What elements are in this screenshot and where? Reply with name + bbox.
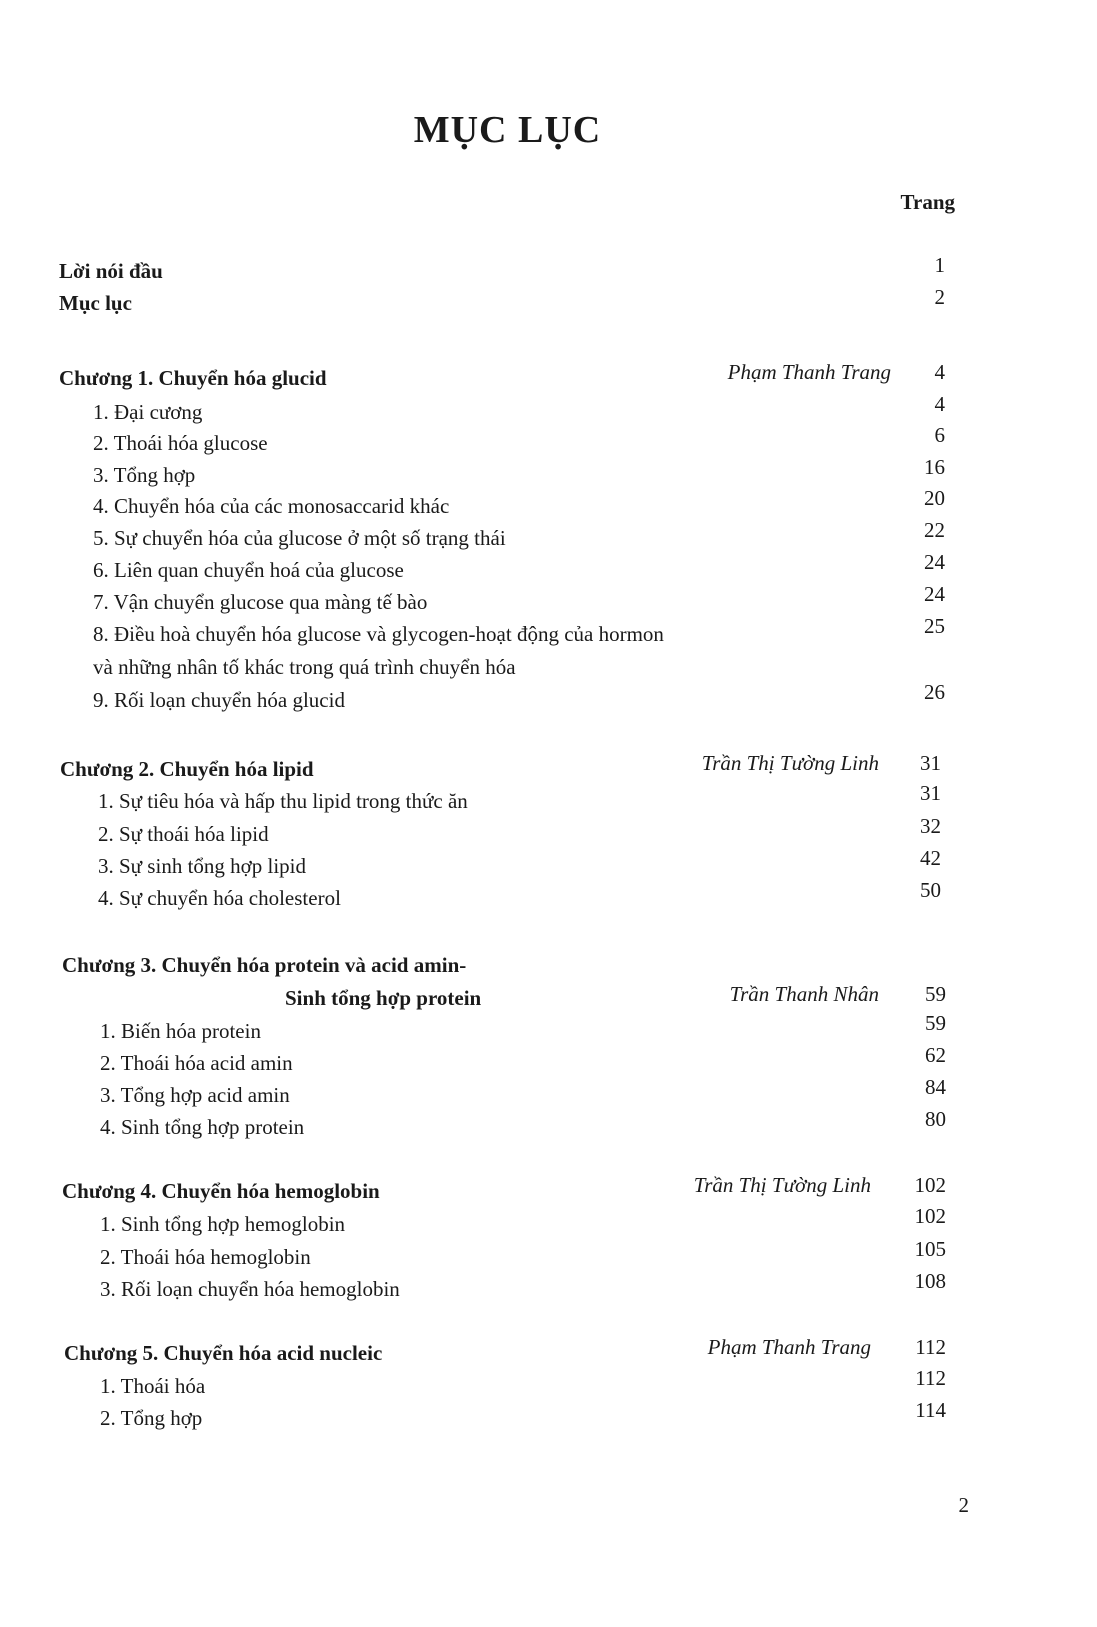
toc-item-label: 2. Thoái hóa hemoglobin <box>100 1245 311 1269</box>
chapter-title: Chương 5. Chuyển hóa acid nucleic <box>64 1341 383 1365</box>
toc-item-page: 25 <box>924 614 945 638</box>
toc-item <box>0 1204 1097 1238</box>
toc-item-label: 3. Rối loạn chuyển hóa hemoglobin <box>100 1277 400 1301</box>
toc-item-page: 108 <box>914 1269 946 1293</box>
toc-item-page: 6 <box>934 423 945 447</box>
page-column-header: Trang <box>900 190 955 214</box>
chapter-page: 102 <box>914 1173 946 1197</box>
chapter-author: Phạm Thanh Trang <box>727 360 891 384</box>
chapter-author: Phạm Thanh Trang <box>707 1335 871 1359</box>
chapter-author: Trần Thị Tường Linh <box>693 1173 871 1197</box>
chapter-author: Trần Thị Tường Linh <box>701 751 879 775</box>
toc-item <box>0 1269 1097 1303</box>
chapter-heading <box>0 1173 1097 1205</box>
toc-item-label: 4. Chuyển hóa của các monosaccarid khác <box>93 494 450 518</box>
toc-item-label: 2. Sự thoái hóa lipid <box>98 822 269 846</box>
toc-entry-front <box>0 285 1097 317</box>
toc-item-page: 24 <box>924 550 945 574</box>
chapter-title: Chương 3. Chuyển hóa protein và acid amin- <box>62 953 467 977</box>
toc-entry-label: Lời nói đầu <box>59 259 163 283</box>
toc-item-continuation <box>0 653 1097 681</box>
toc-item-page: 26 <box>924 680 945 704</box>
toc-item-label: 3. Tổng hợp acid amin <box>100 1083 290 1107</box>
toc-item-page: 102 <box>914 1204 946 1228</box>
chapter-title: Chương 2. Chuyển hóa lipid <box>60 757 314 781</box>
toc-item-label: 1. Sự tiêu hóa và hấp thu lipid trong thức ăn <box>98 789 468 813</box>
toc-item-page: 84 <box>925 1075 946 1099</box>
toc-item <box>0 1107 1097 1141</box>
toc-item-label: 4. Sinh tổng hợp protein <box>100 1115 305 1139</box>
chapter-page: 59 <box>925 982 946 1006</box>
toc-item-label: 3. Tổng hợp <box>93 463 196 487</box>
toc-item-page: 20 <box>924 486 945 510</box>
toc-entry-page: 2 <box>934 285 945 309</box>
toc-item-label: 5. Sự chuyển hóa của glucose ở một số trạng thái <box>93 526 506 550</box>
toc-item-page: 105 <box>914 1237 946 1261</box>
toc-item-label: 7. Vận chuyển glucose qua màng tế bào <box>93 590 428 614</box>
toc-item-label: 3. Sự sinh tổng hợp lipid <box>98 854 307 878</box>
toc-item <box>0 878 1097 912</box>
toc-item-page: 62 <box>925 1043 946 1067</box>
toc-entry-label: Mục lục <box>59 291 132 315</box>
toc-item-page: 59 <box>925 1011 946 1035</box>
toc-item-page: 4 <box>934 392 945 416</box>
toc-item <box>0 781 1097 815</box>
toc-item-label: và những nhân tố khác trong quá trình chuyển hóa <box>93 655 516 679</box>
toc-item-page: 16 <box>924 455 945 479</box>
toc-item-label: 2. Tổng hợp <box>100 1406 203 1430</box>
chapter-page: 112 <box>915 1335 946 1359</box>
toc-item-page: 80 <box>925 1107 946 1131</box>
chapter-subtitle: Sinh tổng hợp protein <box>285 986 482 1010</box>
toc-item-page: 112 <box>915 1366 946 1390</box>
chapter-subtitle-row <box>0 984 1097 1012</box>
toc-item-label: 6. Liên quan chuyển hoá của glucose <box>93 558 404 582</box>
toc-item-label: 1. Sinh tổng hợp hemoglobin <box>100 1212 346 1236</box>
toc-item-page: 22 <box>924 518 945 542</box>
chapter-title: Chương 4. Chuyển hóa hemoglobin <box>62 1179 380 1203</box>
toc-item-label: 1. Đại cương <box>93 400 203 424</box>
toc-item <box>0 680 1097 714</box>
toc-item <box>0 614 1097 648</box>
toc-item-page: 42 <box>920 846 941 870</box>
toc-item-label: 4. Sự chuyển hóa cholesterol <box>98 886 341 910</box>
toc-item-label: 9. Rối loạn chuyển hóa glucid <box>93 688 345 712</box>
chapter-title: Chương 1. Chuyển hóa glucid <box>59 366 327 390</box>
toc-item-label: 2. Thoái hóa acid amin <box>100 1051 293 1075</box>
chapter-page: 31 <box>920 751 941 775</box>
toc-entry-front <box>0 253 1097 285</box>
toc-item-page: 50 <box>920 878 941 902</box>
toc-item-page: 24 <box>924 582 945 606</box>
toc-item-label: 1. Thoái hóa <box>100 1374 206 1398</box>
toc-item-label: 1. Biến hóa protein <box>100 1019 261 1043</box>
toc-item-page: 31 <box>920 781 941 805</box>
page-title: MỤC LỤC <box>413 109 602 151</box>
footer-page-number: 2 <box>958 1493 969 1517</box>
chapter-heading <box>0 1335 1097 1367</box>
chapter-page: 4 <box>934 360 945 384</box>
toc-item-label: 2. Thoái hóa glucose <box>93 431 268 455</box>
toc-item-page: 32 <box>920 814 941 838</box>
toc-entry-page: 1 <box>934 253 945 277</box>
toc-item <box>0 1398 1097 1432</box>
chapter-heading <box>0 360 1097 392</box>
toc-item-label: 8. Điều hoà chuyển hóa glucose và glycogen-hoạt động của hormon <box>93 622 664 646</box>
toc-item-page: 114 <box>915 1398 946 1422</box>
chapter-heading <box>0 951 1097 979</box>
chapter-author: Trần Thanh Nhân <box>729 982 879 1006</box>
